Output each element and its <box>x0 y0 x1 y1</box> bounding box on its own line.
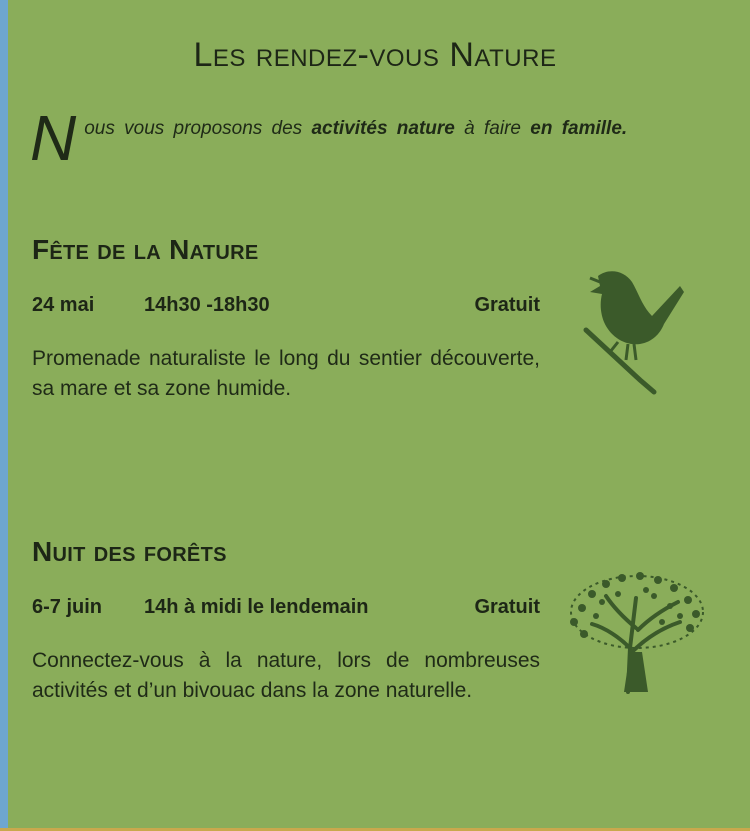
event-time: 14h à midi le lendemain <box>144 596 369 618</box>
bird-icon <box>580 262 690 402</box>
event-time: 14h30 -18h30 <box>144 294 270 316</box>
page-title: Les rendez-vous Nature <box>193 36 557 74</box>
tree-icon <box>562 568 712 696</box>
event-description-fete-nature: Promenade naturaliste le long du sentier découverte, sa mare et sa zone humide. <box>32 347 540 400</box>
intro-paragraph <box>30 102 720 174</box>
event-title-nuit-forets: Nuit des forêts <box>32 536 227 567</box>
event-description-nuit-forets: Connectez-vous à la nature, lors de nombreuses activités et d’un bivouac dans la zone naturelle. <box>32 649 540 702</box>
intro-line <box>84 110 627 140</box>
event-price: Gratuit <box>474 294 540 316</box>
intro-text-2: à faire <box>454 118 531 139</box>
intro-dropcap: N <box>30 102 77 174</box>
event-date: 24 mai <box>32 294 95 316</box>
event-price: Gratuit <box>474 596 540 618</box>
event-date: 6-7 juin <box>32 596 103 618</box>
intro-bold-2: en famille. <box>530 118 628 139</box>
intro-text-1: ous vous proposons des <box>84 118 312 139</box>
intro-bold-1: activités nature <box>311 118 455 139</box>
event-title-fete-nature: Fête de la Nature <box>32 234 259 265</box>
left-accent-strip <box>0 0 8 831</box>
